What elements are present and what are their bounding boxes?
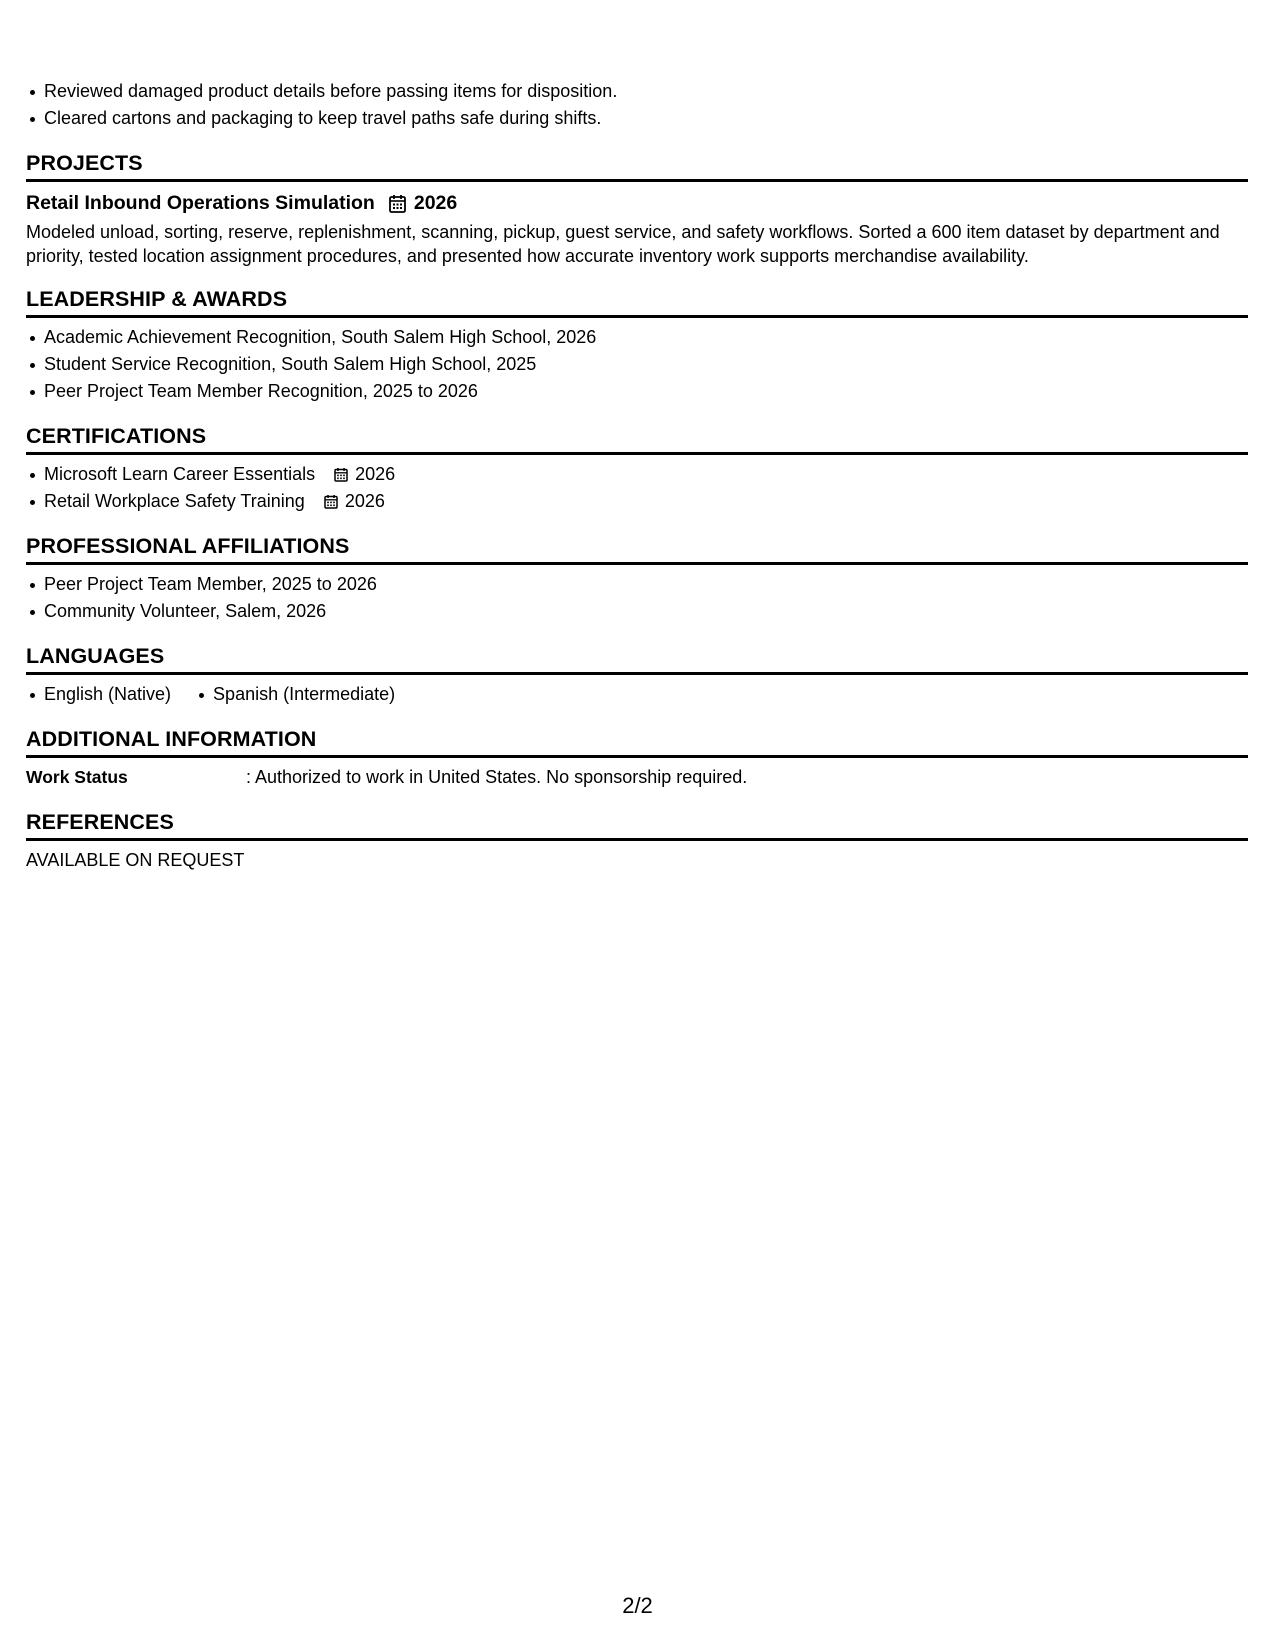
section-heading-languages: LANGUAGES (26, 641, 1248, 675)
list-item: Academic Achievement Recognition, South Salem High School, 2026 (26, 324, 1248, 351)
calendar-icon (324, 494, 338, 509)
page-number: 2/2 (622, 1593, 653, 1618)
languages-list (26, 681, 1248, 708)
project-title: Retail Inbound Operations Simulation (26, 192, 375, 214)
references-text: AVAILABLE ON REQUEST (26, 850, 245, 870)
resume-page (26, 78, 1248, 874)
language-item: Spanish (Intermediate) (195, 681, 395, 708)
list-item: Peer Project Team Member Recognition, 2025 to 2026 (26, 378, 1248, 405)
certification-year: 2026 (344, 491, 385, 511)
experience-continued-list (26, 78, 1248, 132)
section-heading-additional: ADDITIONAL INFORMATION (26, 724, 1248, 758)
work-status-label: Work Status (26, 767, 128, 787)
certification-name: Retail Workplace Safety Training (44, 491, 305, 511)
section-heading-references: REFERENCES (26, 807, 1248, 841)
certification-year: 2026 (355, 464, 396, 484)
calendar-icon (389, 194, 406, 213)
certification-item (26, 488, 1248, 515)
work-status-value: : Authorized to work in United States. No sponsorship required. (246, 767, 748, 787)
section-heading-affiliations: PROFESSIONAL AFFILIATIONS (26, 531, 1248, 565)
project-title-row (26, 188, 1248, 218)
section-heading-projects: PROJECTS (26, 148, 1248, 182)
additional-section (26, 764, 1248, 791)
project-year: 2026 (413, 192, 458, 214)
projects-section (26, 188, 1248, 268)
language-item: English (Native) (26, 681, 171, 708)
certification-name: Microsoft Learn Career Essentials (44, 464, 316, 484)
project-description: Modeled unload, sorting, reserve, replenishment, scanning, pickup, guest service, and safety workflows. Sorted a 600 item dataset by department and priority, tested location assignment procedures, and presented how accurate inventory work supports merchandise availability. (26, 222, 1220, 266)
list-item: Student Service Recognition, South Salem High School, 2025 (26, 351, 1248, 378)
leadership-list (26, 324, 1248, 405)
certifications-list (26, 461, 1248, 515)
list-item: Community Volunteer, Salem, 2026 (26, 598, 1248, 625)
list-item: Peer Project Team Member, 2025 to 2026 (26, 571, 1248, 598)
list-item: Reviewed damaged product details before passing items for disposition. (26, 78, 1248, 105)
certification-item (26, 461, 1248, 488)
affiliations-list (26, 571, 1248, 625)
section-heading-leadership: LEADERSHIP & AWARDS (26, 284, 1248, 318)
work-status-row (26, 764, 1248, 791)
section-heading-certifications: CERTIFICATIONS (26, 421, 1248, 455)
list-item: Cleared cartons and packaging to keep travel paths safe during shifts. (26, 105, 1248, 132)
calendar-icon (334, 467, 348, 482)
